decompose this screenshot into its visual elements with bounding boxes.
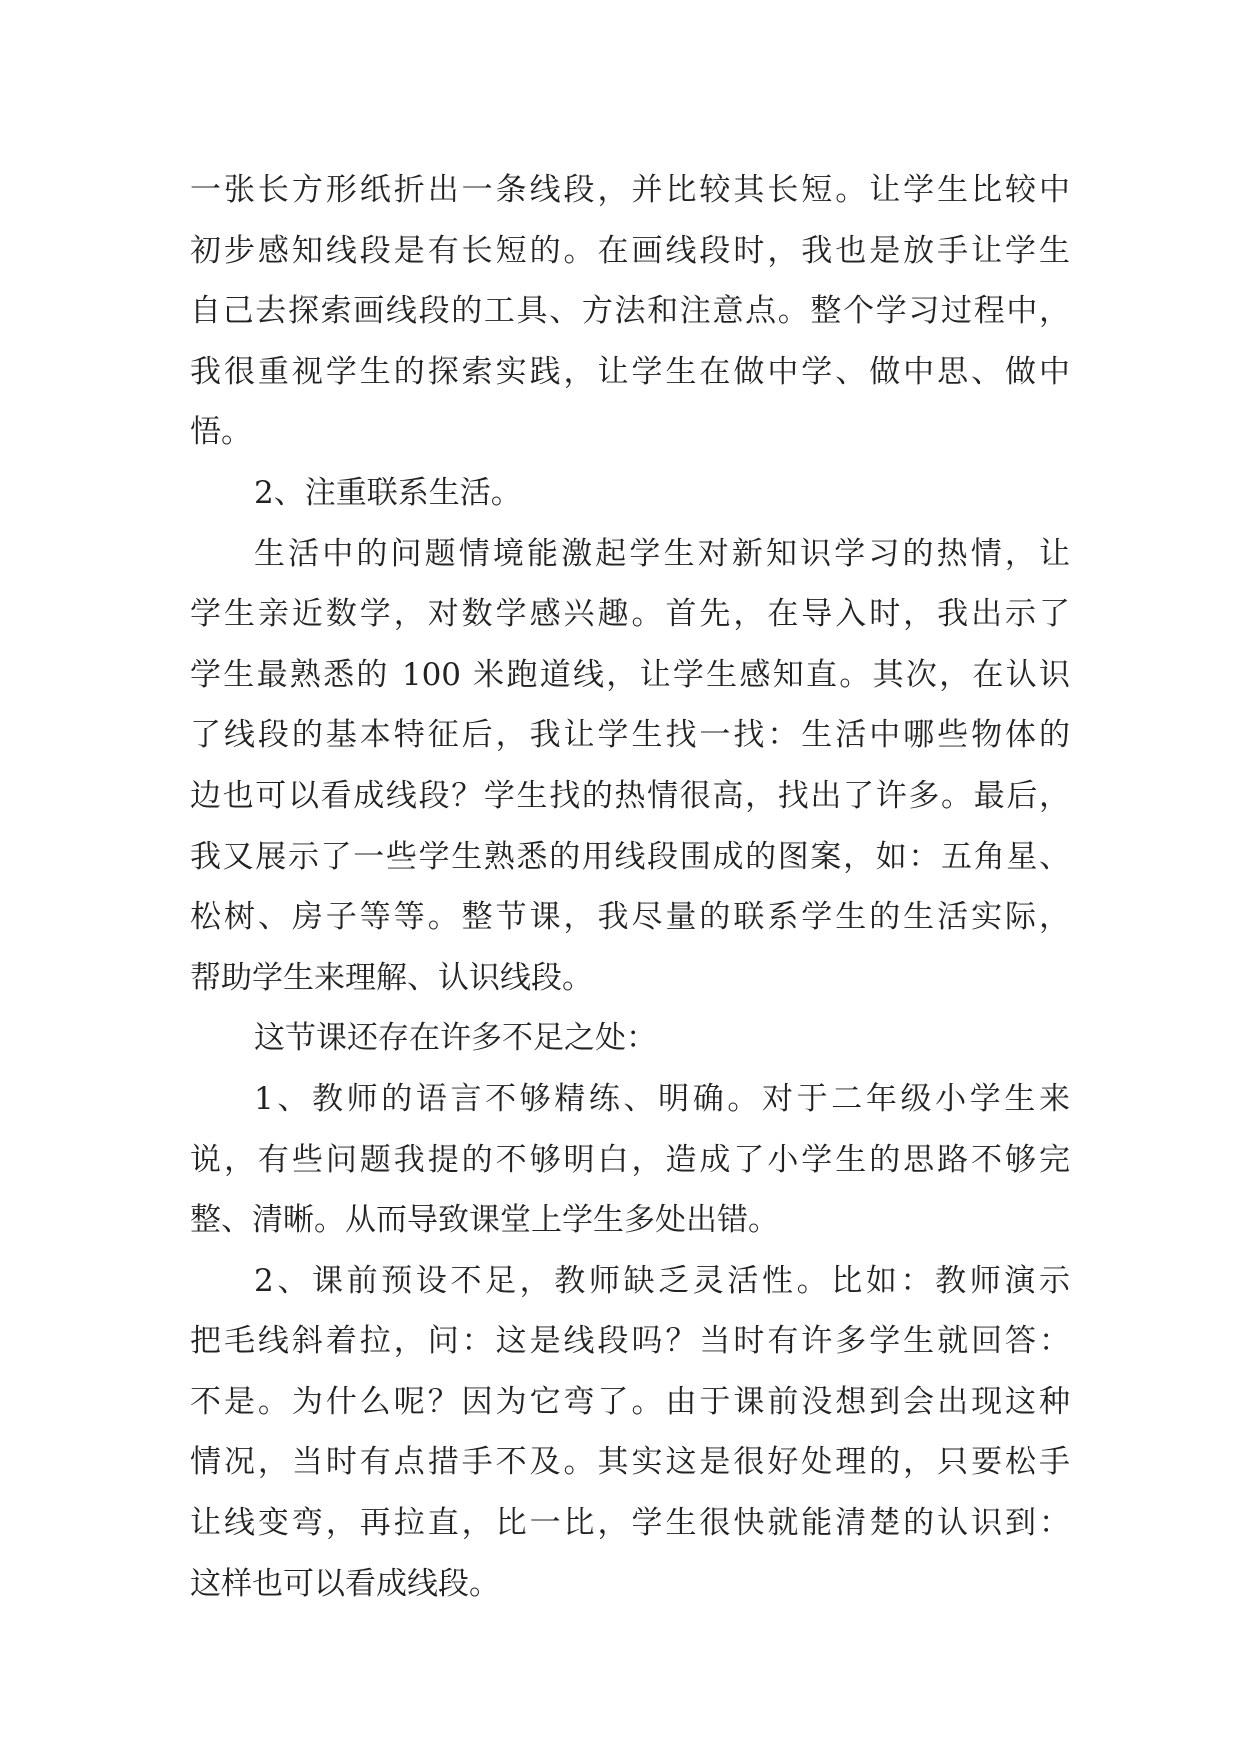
text-line: 这节课还存在许多不足之处： [254,1020,657,1057]
text-line: 说，有些问题我提的不够明白，造成了小学生的思路不够完 [190,1141,1070,1178]
section-heading: 2、注重联系生活。 [254,474,522,511]
text-line: 悟。 [190,414,252,451]
text-line: 让线变弯，再拉直，比一比，学生很快就能清楚的认识到： [190,1505,1070,1542]
text-line: 松树、房子等等。整节课，我尽量的联系学生的生活实际， [190,899,1070,936]
body-text [190,160,1070,1614]
text-line: 我很重视学生的探索实践，让学生在做中学、做中思、做中 [190,353,1070,390]
text-line: 不是。为什么呢？因为它弯了。由于课前没想到会出现这种 [190,1383,1070,1420]
text-line: 这样也可以看成线段。 [190,1565,500,1602]
text-line: 初步感知线段是有长短的。在画线段时，我也是放手让学生 [190,232,1070,269]
text-line: 一张长方形纸折出一条线段，并比较其长短。让学生比较中 [190,172,1070,208]
text-line: 帮助学生来理解、认识线段。 [190,959,593,996]
text-line: 边也可以看成线段？学生找的热情很高，找出了许多。最后， [190,777,1070,814]
text-line: 1、教师的语言不够精练、明确。对于二年级小学生来 [254,1080,1070,1117]
text-line: 我又展示了一些学生熟悉的用线段围成的图案，如：五角星、 [190,838,1070,875]
text-line: 自己去探索画线段的工具、方法和注意点。整个学习过程中， [190,293,1070,330]
text-line: 2、课前预设不足，教师缺乏灵活性。比如：教师演示 [254,1262,1070,1299]
text-line: 情况，当时有点措手不及。其实这是很好处理的，只要松手 [190,1444,1070,1481]
text-line: 学生亲近数学，对数学感兴趣。首先，在导入时，我出示了 [190,596,1070,633]
text-line: 把毛线斜着拉，问：这是线段吗？当时有许多学生就回答： [190,1323,1070,1360]
text-line: 了线段的基本特征后，我让学生找一找：生活中哪些物体的 [190,717,1070,754]
text-line: 整、清晰。从而导致课堂上学生多处出错。 [190,1202,779,1239]
text-line: 学生最熟悉的 100 米跑道线，让学生感知直。其次，在认识 [190,656,1070,693]
text-line: 生活中的问题情境能激起学生对新知识学习的热情，让 [254,535,1070,572]
